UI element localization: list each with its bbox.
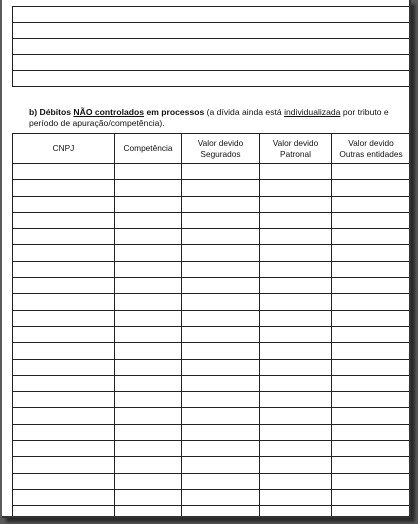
table-cell[interactable]	[260, 489, 332, 505]
table-row	[13, 457, 411, 473]
table-cell[interactable]	[260, 310, 332, 326]
table-row	[13, 424, 411, 440]
table-cell[interactable]	[332, 261, 411, 277]
table-cell[interactable]	[13, 375, 115, 391]
document-page	[2, 0, 411, 518]
table-cell[interactable]	[115, 343, 182, 359]
table-cell[interactable]	[260, 278, 332, 294]
table-cell[interactable]	[260, 441, 332, 457]
table-cell[interactable]	[332, 343, 411, 359]
table-cell[interactable]	[182, 245, 260, 261]
table-row	[13, 245, 411, 261]
table-cell[interactable]	[182, 294, 260, 310]
table-cell[interactable]	[332, 359, 411, 375]
table-cell[interactable]	[182, 473, 260, 489]
header-cnpj-label: CNPJ	[52, 143, 75, 153]
header-cnpj	[13, 134, 115, 164]
table-cell[interactable]	[332, 326, 411, 342]
section-b-underlined: individualizada	[284, 107, 341, 117]
table-cell	[13, 7, 410, 23]
table-cell[interactable]	[115, 310, 182, 326]
table-cell[interactable]	[115, 424, 182, 440]
table-body	[13, 164, 411, 519]
table-cell[interactable]	[13, 343, 115, 359]
table-cell	[13, 23, 410, 39]
table-cell[interactable]	[13, 457, 115, 473]
table-cell[interactable]	[13, 310, 115, 326]
table-cell[interactable]	[260, 392, 332, 408]
table-cell[interactable]	[332, 441, 411, 457]
table-cell[interactable]	[332, 164, 411, 180]
table-cell[interactable]	[260, 261, 332, 277]
table-cell[interactable]	[115, 392, 182, 408]
table-row	[13, 408, 411, 424]
table-cell[interactable]	[115, 278, 182, 294]
table-cell[interactable]	[332, 506, 411, 518]
table-cell[interactable]	[13, 212, 115, 228]
table-row	[13, 23, 410, 39]
table-cell[interactable]	[332, 196, 411, 212]
table-cell[interactable]	[182, 441, 260, 457]
table-cell[interactable]	[332, 310, 411, 326]
table-row	[13, 310, 411, 326]
table-cell[interactable]	[182, 180, 260, 196]
table-cell[interactable]	[13, 294, 115, 310]
table-cell[interactable]	[260, 506, 332, 518]
table-cell[interactable]	[332, 180, 411, 196]
table-cell[interactable]	[13, 326, 115, 342]
table-cell[interactable]	[182, 506, 260, 518]
table-cell[interactable]	[260, 212, 332, 228]
table-cell[interactable]	[182, 326, 260, 342]
table-cell[interactable]	[115, 489, 182, 505]
table-row	[13, 164, 411, 180]
table-cell[interactable]	[182, 392, 260, 408]
table-cell[interactable]	[13, 489, 115, 505]
table-cell[interactable]	[182, 229, 260, 245]
header-segurados-label: Valor devido Segurados	[197, 137, 244, 159]
table-cell[interactable]	[13, 164, 115, 180]
table-cell[interactable]	[260, 375, 332, 391]
table-header-row	[13, 134, 411, 164]
table-cell[interactable]	[260, 245, 332, 261]
table-cell[interactable]	[13, 441, 115, 457]
header-competencia	[115, 134, 182, 164]
table-cell[interactable]	[260, 359, 332, 375]
table-cell[interactable]	[260, 229, 332, 245]
table-row	[13, 180, 411, 196]
table-cell[interactable]	[182, 343, 260, 359]
table-row	[13, 375, 411, 391]
table-row	[13, 278, 411, 294]
table-row	[13, 294, 411, 310]
table-row	[13, 473, 411, 489]
table-cell[interactable]	[332, 294, 411, 310]
table-cell[interactable]	[13, 278, 115, 294]
table-row	[13, 39, 410, 55]
table-cell[interactable]	[332, 375, 411, 391]
table-cell[interactable]	[115, 473, 182, 489]
table-cell[interactable]	[13, 245, 115, 261]
table-cell[interactable]	[13, 180, 115, 196]
table-row	[13, 55, 410, 71]
section-b-prefix: b) Débitos	[29, 107, 74, 117]
table-row	[13, 359, 411, 375]
table-cell[interactable]	[13, 229, 115, 245]
section-b-text2: por tributo e período de apuração/competência).	[29, 107, 389, 128]
table-cell[interactable]	[182, 408, 260, 424]
table-cell	[13, 39, 410, 55]
table-cell[interactable]	[13, 261, 115, 277]
table-cell[interactable]	[260, 424, 332, 440]
table-cell[interactable]	[332, 212, 411, 228]
header-patronal-label: Valor devido Patronal	[272, 137, 319, 159]
table-row	[13, 196, 411, 212]
table-row	[13, 489, 411, 505]
header-outras-entidades-label: Valor devido Outras entidades	[339, 137, 403, 159]
table-cell[interactable]	[182, 375, 260, 391]
table-row	[13, 71, 410, 87]
table-row	[13, 441, 411, 457]
table-cell[interactable]	[332, 489, 411, 505]
table-row	[13, 261, 411, 277]
header-segurados	[182, 134, 260, 164]
section-b-text1: (a dívida ainda está	[204, 107, 285, 117]
header-patronal	[260, 134, 332, 164]
table-cell	[13, 71, 410, 87]
header-outras-entidades	[332, 134, 411, 164]
table-cell[interactable]	[260, 294, 332, 310]
table-row	[13, 343, 411, 359]
table-cell[interactable]	[182, 457, 260, 473]
table-cell[interactable]	[115, 180, 182, 196]
table-cell[interactable]	[115, 294, 182, 310]
header-competencia-label: Competência	[123, 143, 173, 153]
table-cell[interactable]	[332, 473, 411, 489]
table-cell[interactable]	[332, 424, 411, 440]
table-cell[interactable]	[260, 408, 332, 424]
table-cell[interactable]	[260, 473, 332, 489]
debts-table	[12, 133, 411, 518]
table-cell[interactable]	[332, 457, 411, 473]
table-row	[13, 506, 411, 518]
table-cell[interactable]	[182, 261, 260, 277]
table-cell	[13, 55, 410, 71]
table-cell[interactable]	[115, 229, 182, 245]
table-cell[interactable]	[115, 261, 182, 277]
table-cell[interactable]	[13, 408, 115, 424]
table-cell[interactable]	[115, 212, 182, 228]
section-b-emphasis: NÃO controlados	[73, 107, 145, 117]
table-cell[interactable]	[332, 408, 411, 424]
table-cell[interactable]	[115, 326, 182, 342]
table-cell[interactable]	[13, 392, 115, 408]
table-cell[interactable]	[13, 506, 115, 518]
table-cell[interactable]	[13, 424, 115, 440]
table-cell[interactable]	[260, 164, 332, 180]
table-cell[interactable]	[182, 310, 260, 326]
table-cell[interactable]	[182, 278, 260, 294]
table-cell[interactable]	[182, 424, 260, 440]
table-cell[interactable]	[13, 196, 115, 212]
section-b-bold-tail: em processos	[144, 107, 205, 117]
table-row	[13, 212, 411, 228]
table-cell[interactable]	[260, 326, 332, 342]
table-cell[interactable]	[182, 164, 260, 180]
section-b-heading	[29, 107, 404, 129]
table-cell[interactable]	[260, 180, 332, 196]
table-cell[interactable]	[332, 245, 411, 261]
table-cell[interactable]	[260, 196, 332, 212]
table-cell[interactable]	[332, 278, 411, 294]
table-cell[interactable]	[182, 359, 260, 375]
table-cell[interactable]	[182, 212, 260, 228]
table-cell[interactable]	[13, 473, 115, 489]
table-cell[interactable]	[115, 457, 182, 473]
previous-section-table	[12, 6, 410, 87]
table-cell[interactable]	[332, 392, 411, 408]
table-cell[interactable]	[115, 441, 182, 457]
table-cell[interactable]	[115, 196, 182, 212]
table-cell[interactable]	[115, 359, 182, 375]
table-cell[interactable]	[115, 506, 182, 518]
table-row	[13, 229, 411, 245]
table-cell[interactable]	[13, 359, 115, 375]
table-cell[interactable]	[115, 164, 182, 180]
table-cell[interactable]	[115, 375, 182, 391]
table-cell[interactable]	[260, 457, 332, 473]
table-row	[13, 326, 411, 342]
table-cell[interactable]	[260, 343, 332, 359]
table-cell[interactable]	[115, 245, 182, 261]
table-cell[interactable]	[332, 229, 411, 245]
table-row	[13, 7, 410, 23]
table-cell[interactable]	[182, 489, 260, 505]
table-row	[13, 392, 411, 408]
table-cell[interactable]	[115, 408, 182, 424]
table-cell[interactable]	[182, 196, 260, 212]
